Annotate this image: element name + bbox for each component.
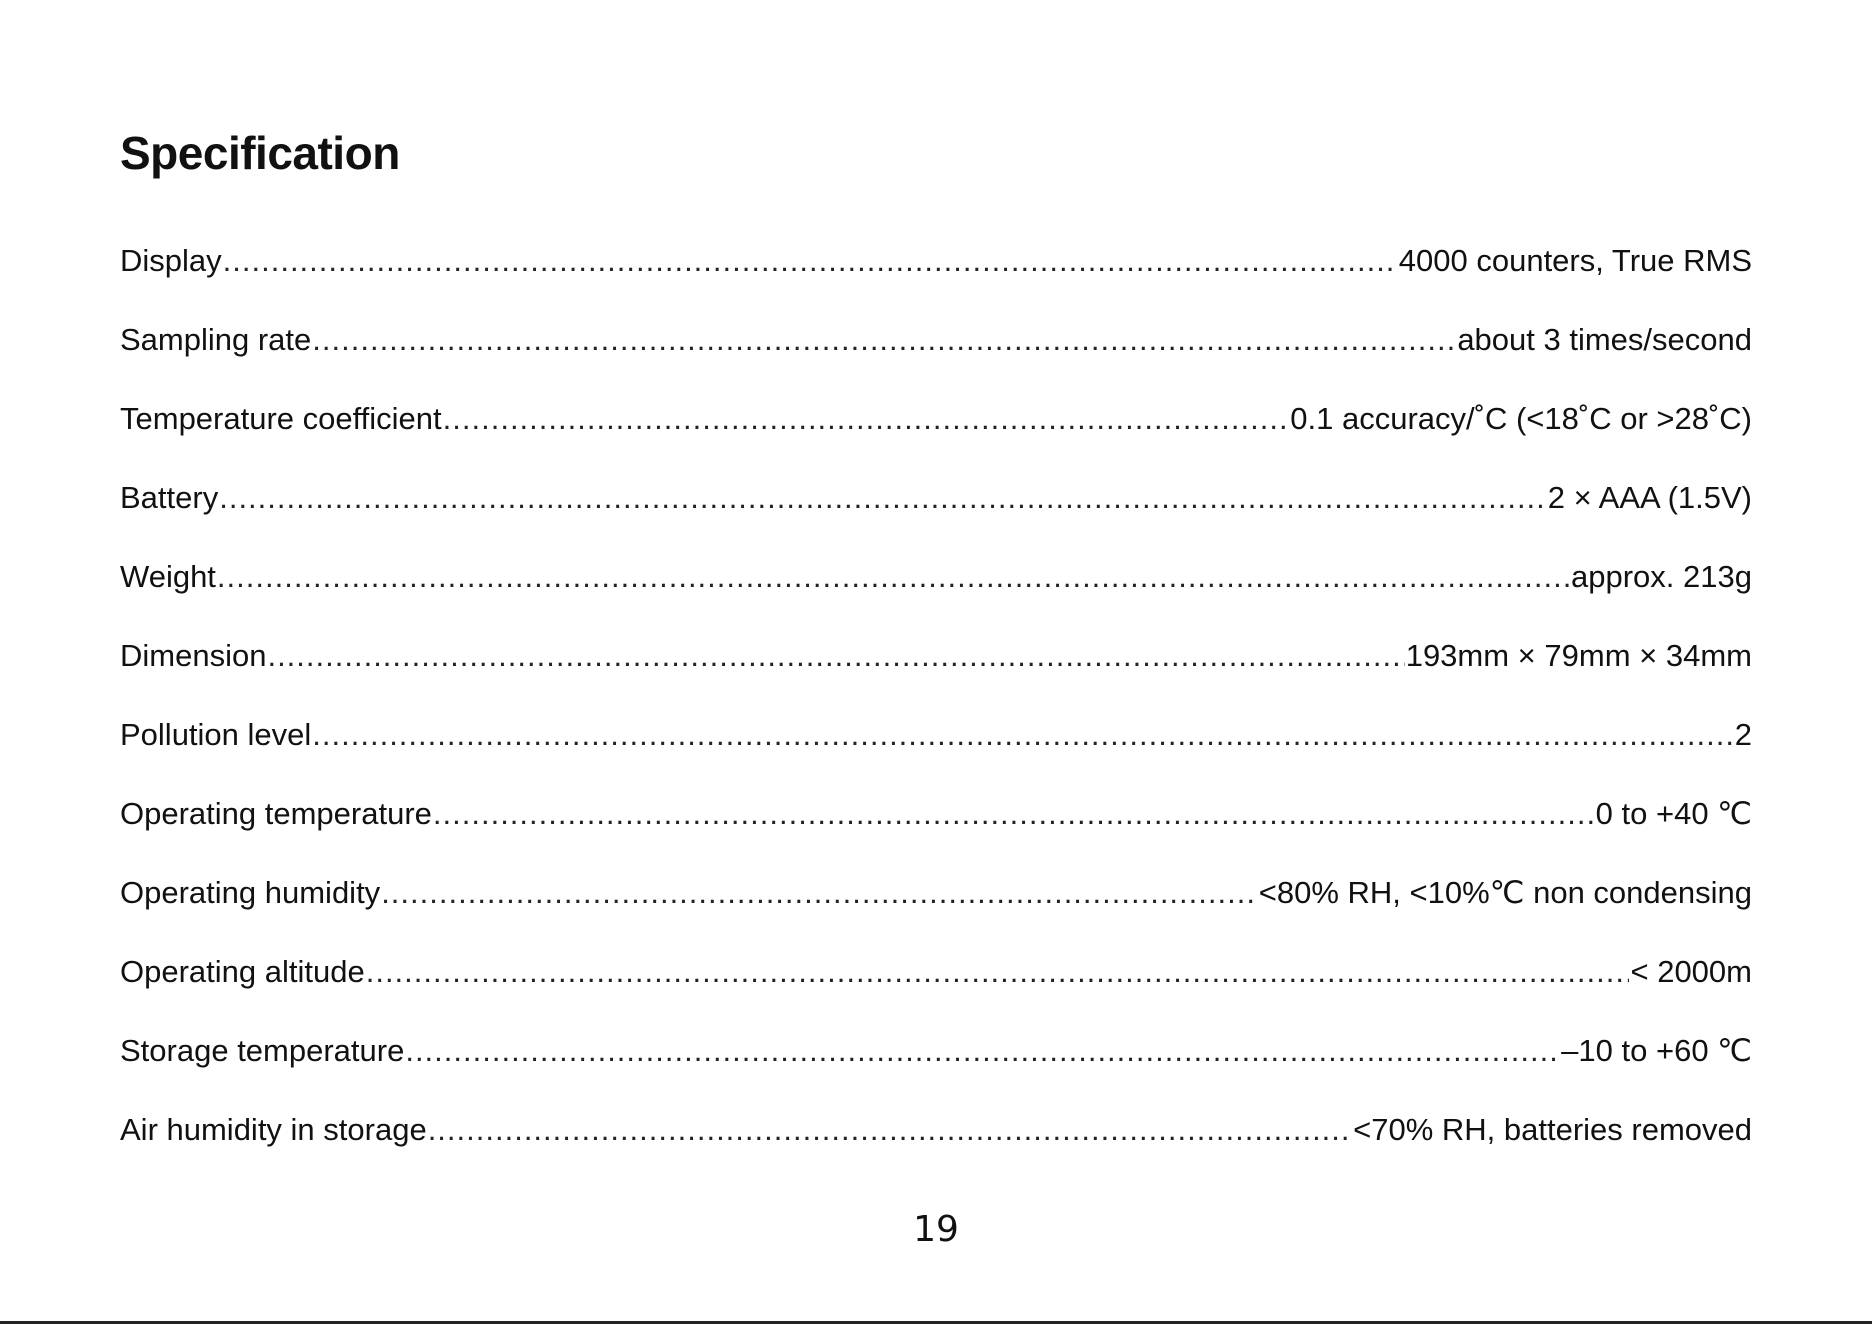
spec-row-operating-temperature: [120, 784, 1752, 863]
page-number: 19: [913, 1209, 959, 1250]
spec-label: Battery: [120, 480, 219, 515]
dot-leader: [217, 547, 1570, 607]
dot-leader: [366, 942, 1630, 1002]
spec-value: –10 to +60 ℃: [1561, 1033, 1752, 1068]
dot-leader: [381, 863, 1258, 923]
spec-value: 2 × AAA (1.5V): [1547, 480, 1752, 515]
spec-label: Sampling rate: [120, 322, 312, 357]
spec-row-operating-altitude: [120, 942, 1752, 1021]
spec-row-battery: [120, 468, 1752, 547]
spec-row-temperature-coefficient: [120, 389, 1752, 468]
spec-row-weight: [120, 547, 1752, 626]
spec-label: Temperature coefficient: [120, 401, 442, 436]
spec-row-display: [120, 231, 1752, 310]
dot-leader: [433, 784, 1595, 844]
spec-label: Pollution level: [120, 717, 312, 752]
dot-leader: [267, 626, 1404, 686]
dot-leader: [223, 231, 1398, 291]
spec-row-sampling-rate: [120, 310, 1752, 389]
spec-value: < 2000m: [1630, 954, 1752, 989]
dot-leader: [405, 1021, 1560, 1081]
specification-list: [120, 231, 1752, 1179]
spec-label: Air humidity in storage: [120, 1112, 427, 1147]
spec-value: 193mm × 79mm × 34mm: [1405, 638, 1752, 673]
spec-row-operating-humidity: [120, 863, 1752, 942]
spec-label: Storage temperature: [120, 1033, 405, 1068]
dot-leader: [312, 310, 1456, 370]
page-title: Specification: [120, 127, 400, 179]
spec-value: 0 to +40 ℃: [1595, 796, 1752, 831]
spec-label: Weight: [120, 559, 216, 594]
spec-value: about 3 times/second: [1457, 322, 1752, 357]
dot-leader: [219, 468, 1547, 528]
spec-label: Operating altitude: [120, 954, 365, 989]
spec-value: 4000 counters, True RMS: [1398, 243, 1752, 278]
spec-row-dimension: [120, 626, 1752, 705]
spec-value: 2: [1734, 717, 1752, 752]
dot-leader: [428, 1100, 1352, 1160]
spec-label: Display: [120, 243, 222, 278]
spec-label: Operating humidity: [120, 875, 381, 910]
spec-label: Dimension: [120, 638, 267, 673]
spec-row-air-humidity-in-storage: [120, 1100, 1752, 1179]
spec-value: 0.1 accuracy/˚C (<18˚C or >28˚C): [1290, 401, 1752, 436]
dot-leader: [312, 705, 1733, 765]
spec-row-pollution-level: [120, 705, 1752, 784]
dot-leader: [443, 389, 1290, 449]
spec-value: approx. 213g: [1571, 559, 1752, 594]
spec-row-storage-temperature: [120, 1021, 1752, 1100]
spec-value: <80% RH, <10%℃ non condensing: [1258, 875, 1752, 910]
spec-value: <70% RH, batteries removed: [1353, 1112, 1752, 1147]
spec-label: Operating temperature: [120, 796, 432, 831]
